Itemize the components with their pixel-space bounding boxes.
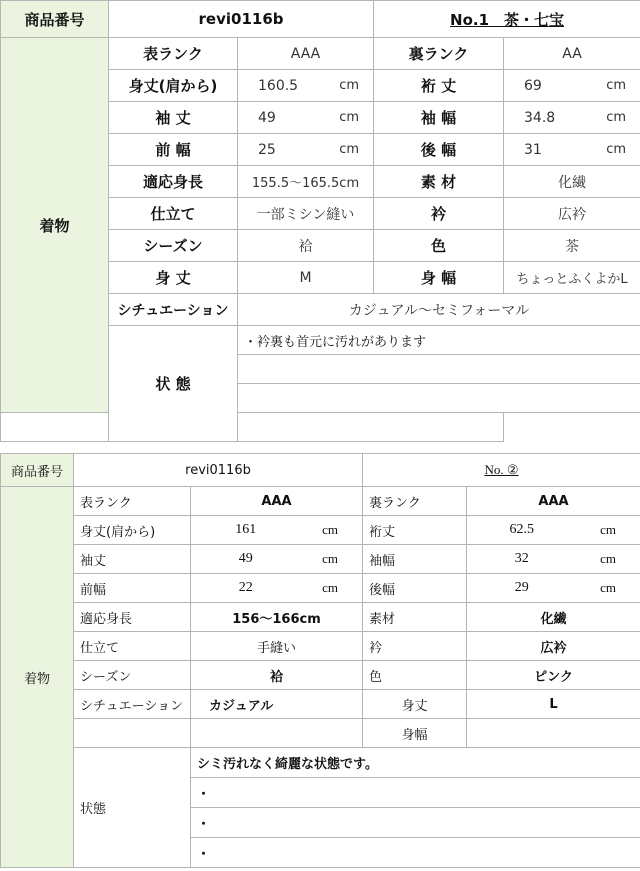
spec-unit: cm (577, 574, 640, 603)
spec-unit: cm (593, 102, 640, 134)
spec-label: 袖丈 (74, 545, 191, 574)
spec-label: シーズン (109, 230, 238, 262)
table-row (1, 545, 640, 574)
spec-unit: cm (593, 70, 640, 102)
condition-note: ・ (191, 778, 640, 808)
situation-value: カジュアル～セミフォーマル (238, 294, 640, 326)
section-label: 着物 (1, 487, 74, 868)
spec-label: 色 (363, 661, 467, 690)
spec-label: 色 (374, 230, 504, 262)
condition-note: ・衿裏も首元に汚れがあります (238, 326, 640, 355)
spec-label: 表ランク (74, 487, 191, 516)
spec-unit: cm (577, 516, 640, 545)
spec-label: 衿 (363, 632, 467, 661)
spec-value: AAA (238, 38, 374, 70)
situation-label: シチュエーション (109, 294, 238, 326)
condition-note: シミ汚れなく綺麗な状態です。 (191, 748, 640, 778)
item-number: No.1 茶・七宝 (374, 1, 640, 38)
item-number: No. ② (363, 454, 640, 487)
spec-value: 茶 (504, 230, 640, 262)
spec-value: 化繊 (467, 603, 640, 632)
spec-unit: cm (593, 134, 640, 166)
spec-value: 155.5～165.5cm (238, 166, 374, 198)
spec-number: 69 (504, 70, 593, 102)
spec-value: 広衿 (467, 632, 640, 661)
kimono-spec-table-2 (0, 453, 640, 868)
spec-label: 素 材 (374, 166, 504, 198)
spec-label: 裏ランク (374, 38, 504, 70)
table-row (1, 38, 640, 70)
spec-unit: cm (301, 545, 363, 574)
spec-value: 袷 (191, 661, 363, 690)
table-row (1, 690, 640, 719)
condition-row (1, 748, 640, 778)
condition-note: ・ (191, 808, 640, 838)
header-row (1, 454, 640, 487)
spec-value: AAA (467, 487, 640, 516)
spec-label: シーズン (74, 661, 191, 690)
spec-label: 適応身長 (74, 603, 191, 632)
spec-value: AAA (191, 487, 363, 516)
spec-number: 34.8 (504, 102, 593, 134)
condition-row (1, 413, 640, 442)
spec-number: 29 (467, 574, 577, 603)
table-row (1, 632, 640, 661)
spec-label: 袖 幅 (374, 102, 504, 134)
spec-unit: cm (301, 516, 363, 545)
spec-number: 49 (191, 545, 301, 574)
spec-value: 156～166cm (191, 603, 363, 632)
spec-value: 袷 (238, 230, 374, 262)
condition-label: 状 態 (109, 326, 238, 442)
spec-unit: cm (577, 545, 640, 574)
table-row (1, 516, 640, 545)
spec-number: 49 (238, 102, 326, 134)
spec-value: 手縫い (191, 632, 363, 661)
spec-value: 広衿 (504, 198, 640, 230)
spec-label: 裄丈 (363, 516, 467, 545)
spec-value: ピンク (467, 661, 640, 690)
table-row (1, 661, 640, 690)
table-row (1, 603, 640, 632)
code-label: 商品番号 (1, 1, 109, 38)
spec-value: カジュアル (191, 690, 363, 719)
spec-value: 一部ミシン縫い (238, 198, 374, 230)
spec-number: 22 (191, 574, 301, 603)
spec-label: 身丈(肩から) (74, 516, 191, 545)
spec-label: 衿 (374, 198, 504, 230)
code-label: 商品番号 (1, 454, 74, 487)
spec-label: 身丈(肩から) (109, 70, 238, 102)
spec-label: 表ランク (109, 38, 238, 70)
spec-label: 袖 丈 (109, 102, 238, 134)
product-code: revi0116b (74, 454, 363, 487)
header-row (1, 1, 640, 38)
spec-number: 32 (467, 545, 577, 574)
spec-label: 前幅 (74, 574, 191, 603)
spec-value: M (238, 262, 374, 294)
spec-unit: cm (301, 574, 363, 603)
spec-number: 31 (504, 134, 593, 166)
spec-value (191, 719, 363, 748)
spec-unit: cm (326, 134, 374, 166)
spec-label: 身丈 (363, 690, 467, 719)
spec-label: 裄 丈 (374, 70, 504, 102)
spec-value: ちょっとふくよかL (504, 262, 640, 294)
spec-label: 素材 (363, 603, 467, 632)
spec-label: 身幅 (363, 719, 467, 748)
condition-note (1, 413, 504, 442)
spec-label: 裏ランク (363, 487, 467, 516)
table-row (1, 719, 640, 748)
spec-value: 化繊 (504, 166, 640, 198)
spec-value: L (467, 690, 640, 719)
spec-label: 適応身長 (109, 166, 238, 198)
section-label: 着物 (1, 38, 109, 413)
spec-label: 仕立て (109, 198, 238, 230)
spec-label: 前 幅 (109, 134, 238, 166)
spec-number: 25 (238, 134, 326, 166)
table-row (1, 487, 640, 516)
spec-label: 身 丈 (109, 262, 238, 294)
table-row (1, 574, 640, 603)
condition-label: 状態 (74, 748, 191, 868)
spec-number: 160.5 (238, 70, 326, 102)
condition-note: ・ (191, 838, 640, 868)
spec-value (467, 719, 640, 748)
spec-label: 後幅 (363, 574, 467, 603)
spec-label: 後 幅 (374, 134, 504, 166)
spec-unit: cm (326, 102, 374, 134)
spec-label: シチュエーション (74, 690, 191, 719)
spec-number: 62.5 (467, 516, 577, 545)
spec-unit: cm (326, 70, 374, 102)
condition-note (238, 355, 640, 384)
spec-number: 161 (191, 516, 301, 545)
condition-note (238, 384, 640, 413)
spec-label: 身 幅 (374, 262, 504, 294)
spec-label: 袖幅 (363, 545, 467, 574)
spec-label: 仕立て (74, 632, 191, 661)
product-code: revi0116b (109, 1, 374, 38)
spec-label (74, 719, 191, 748)
spec-value: AA (504, 38, 640, 70)
